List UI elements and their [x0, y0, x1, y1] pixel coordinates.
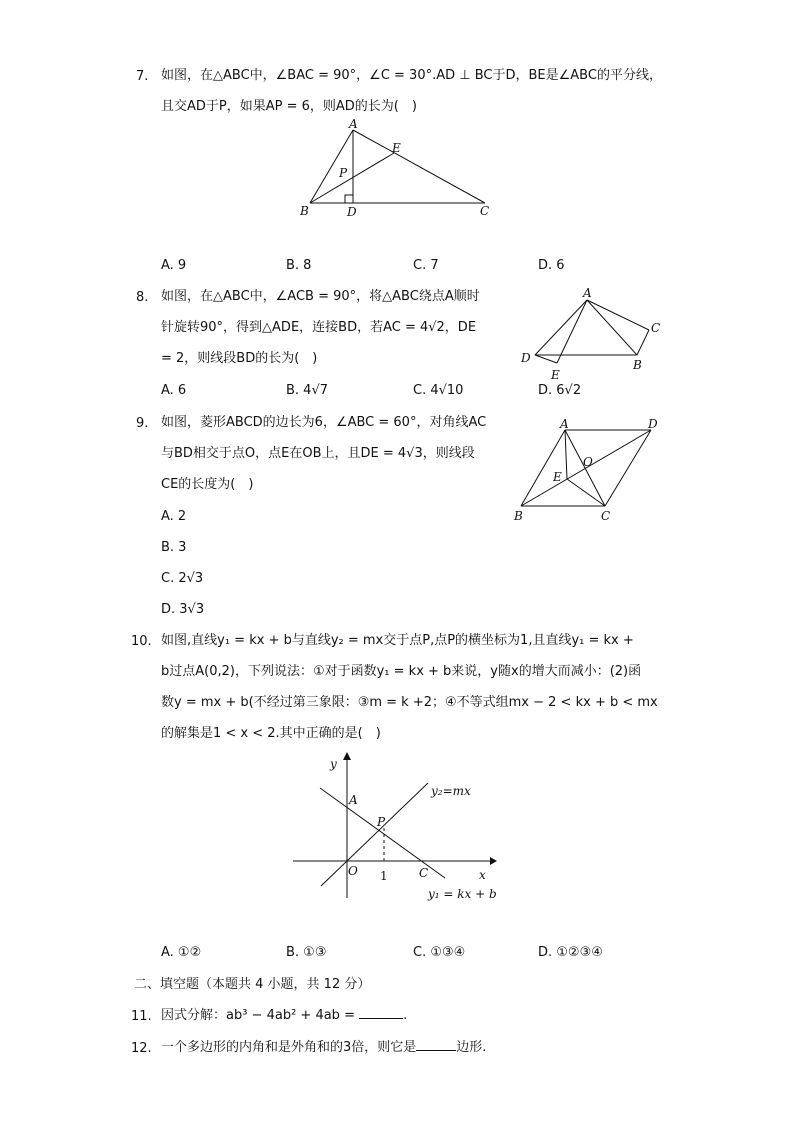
q8-label-a: A [583, 286, 592, 300]
q10-line-y2 [321, 783, 428, 886]
q9-figure [505, 412, 675, 524]
q10-line-y1 [320, 788, 445, 878]
q11-end: . [403, 1008, 408, 1023]
q10-text-line1: 如图,直线y₁ = kx + b与直线y₂ = mx交于点P,点P的横坐标为1,且直线y₁ = kx + [161, 633, 634, 648]
q9-label-a: A [560, 417, 569, 431]
q7-option-b: B. 8 [286, 258, 312, 273]
q8-seg-ae [557, 300, 587, 363]
q10-y-arrow-icon [343, 752, 351, 760]
q10-text-line2: b过点A(0,2)，下列说法：①对于函数y₁ = kx + b来说，y随x的增大而减小：(2)函 [161, 664, 642, 679]
q10-label-o: O [348, 864, 358, 878]
q8-label-c: C [651, 321, 661, 335]
q8-label-e: E [551, 368, 560, 382]
q8-option-b: B. 4√7 [286, 383, 329, 398]
q9-seg-ae [565, 430, 567, 479]
q12-question: 一个多边形的内角和是外角和的3倍，则它是 [161, 1040, 417, 1055]
q10-label-y1: y₁ = kx + b [428, 887, 497, 901]
q7-option-a: A. 9 [161, 258, 187, 273]
q8-number: 8. [136, 290, 149, 305]
q10-option-d: D. ①②③④ [538, 945, 603, 960]
q8-seg-ad [535, 300, 587, 355]
q9-text-line2: 与BD相交于点O，点E在OB上，且DE = 4√3，则线段 [161, 446, 475, 461]
q8-figure [515, 285, 670, 385]
q8-option-c: C. 4√10 [413, 383, 464, 398]
q10-label-y-axis: y [330, 757, 337, 771]
q8-text-line1: 如图，在△ABC中，∠ACB = 90°，将△ABC绕点A顺时 [161, 289, 480, 304]
q12-answer-blank[interactable] [416, 1050, 456, 1051]
q11-number: 11. [131, 1009, 152, 1024]
q7-option-c: C. 7 [413, 258, 439, 273]
q9-number: 9. [136, 416, 149, 431]
q8-seg-ac [587, 300, 649, 330]
q8-label-b: B [633, 358, 642, 372]
q9-text-line3: CE的长度为( ) [161, 477, 254, 492]
q9-text-line1: 如图，菱形ABCD的边长为6，∠ABC = 60°，对角线AC [161, 415, 487, 430]
q12-number: 12. [131, 1041, 152, 1056]
q9-label-b: B [514, 509, 523, 523]
q10-label-one: 1 [380, 869, 388, 883]
q9-label-o: O [583, 455, 593, 469]
q12-end: 边形. [456, 1040, 487, 1055]
q7-label-b: B [300, 204, 309, 218]
q7-number: 7. [136, 69, 149, 84]
q8-text-line3: = 2，则线段BD的长为( ) [161, 351, 318, 366]
q10-label-c: C [419, 866, 429, 880]
q10-number: 10. [131, 634, 152, 649]
q10-label-y2: y₂=mx [431, 784, 471, 798]
q10-label-p: P [377, 815, 386, 829]
q10-x-arrow-icon [490, 857, 497, 865]
q9-seg-ec [567, 479, 605, 506]
q8-seg-de [535, 355, 557, 363]
q8-seg-ab [587, 300, 637, 355]
q11-question: 因式分解：ab³ − 4ab² + 4ab = [161, 1008, 355, 1023]
q8-option-d: D. 6√2 [538, 383, 582, 398]
q9-label-d: D [648, 417, 658, 431]
q7-label-e: E [392, 141, 401, 155]
q8-option-a: A. 6 [161, 383, 187, 398]
q8-seg-cb [637, 330, 649, 355]
q7-figure [295, 118, 500, 220]
q7-label-c: C [480, 204, 490, 218]
q7-text-line2: 且交AD于P，如果AP = 6，则AD的长为( ) [161, 99, 417, 114]
q9-label-c: C [601, 509, 611, 523]
q7-label-p: P [339, 166, 348, 180]
q10-option-a: A. ①② [161, 945, 202, 960]
q9-option-b: B. 3 [161, 540, 187, 555]
q11-text [161, 1007, 407, 1025]
q7-right-angle [345, 195, 353, 203]
q9-option-d: D. 3√3 [161, 602, 205, 617]
q11-answer-blank[interactable] [359, 1018, 403, 1019]
q8-text-line2: 针旋转90°，得到△ADE，连接BD，若AC = 4√2，DE [161, 320, 477, 335]
section-2-heading: 二、填空题（本题共 4 小题，共 12 分） [134, 977, 371, 992]
q7-label-d: D [347, 205, 357, 219]
q9-seg-ba [521, 430, 565, 506]
q7-label-a: A [349, 118, 358, 131]
q10-label-x-axis: x [479, 868, 486, 882]
q8-label-d: D [521, 351, 531, 365]
q12-text [161, 1039, 486, 1057]
q9-seg-dc [605, 430, 651, 506]
q10-text-line3: 数y = mx + b(不经过第三象限：③m = k +2；④不等式组mx − 2 < kx + b < mx [161, 695, 658, 710]
q7-option-d: D. 6 [538, 258, 565, 273]
q9-option-c: C. 2√3 [161, 571, 204, 586]
q9-option-a: A. 2 [161, 509, 187, 524]
q9-label-e: E [553, 470, 562, 484]
q10-label-a: A [349, 793, 358, 807]
q7-seg-ac [353, 130, 485, 203]
q7-text-line1: 如图，在△ABC中，∠BAC = 90°，∠C = 30°.AD ⊥ BC于D，BE是∠ABC的平分线， [161, 68, 662, 83]
q10-figure [285, 748, 510, 908]
q10-text-line4: 的解集是1 < x < 2.其中正确的是( ) [161, 726, 381, 741]
q10-option-b: B. ①③ [286, 945, 327, 960]
q10-option-c: C. ①③④ [413, 945, 466, 960]
